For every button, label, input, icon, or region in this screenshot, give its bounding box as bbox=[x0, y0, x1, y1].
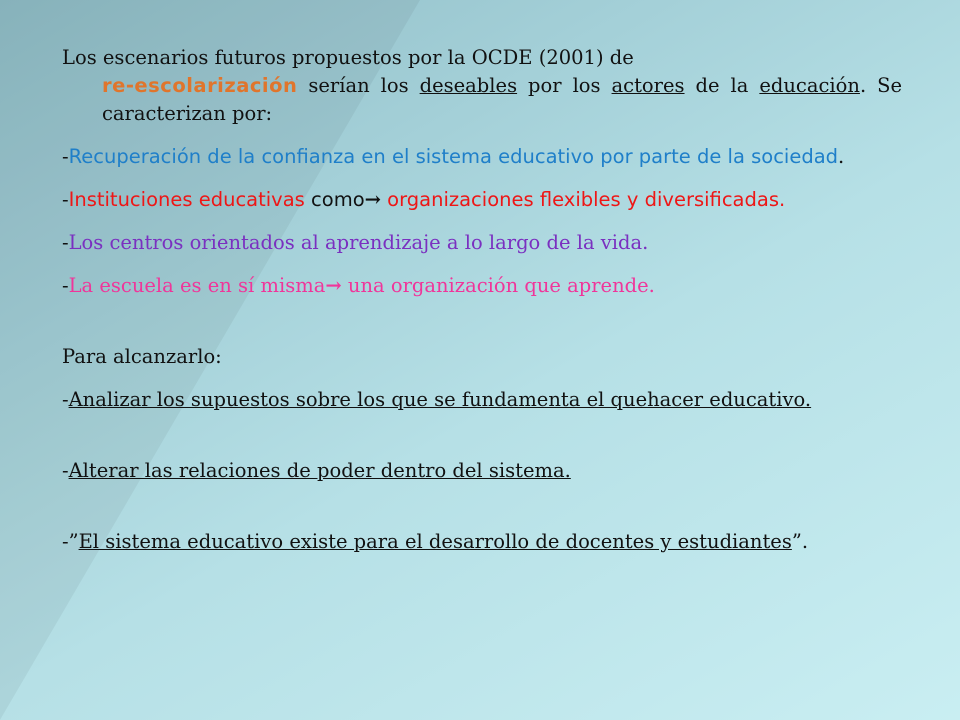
intro-paragraph: re-escolarización serían los deseables por los actores de la educación. Se caracterizan por: bbox=[102, 74, 903, 125]
action-item-2: -Alterar las relaciones de poder dentro del sistema. bbox=[62, 459, 571, 482]
word-actores: actores bbox=[611, 74, 685, 97]
section2-heading: Para alcanzarlo: bbox=[62, 345, 222, 368]
characteristic-text: Los centros orientados al aprendizaje a lo largo de la vida. bbox=[68, 231, 649, 254]
spacer bbox=[62, 429, 902, 457]
slide-body bbox=[62, 44, 902, 571]
characteristic-item-3: -Los centros orientados al aprendizaje a lo largo de la vida. bbox=[62, 231, 649, 254]
action-text: Alterar las relaciones de poder dentro del sistema. bbox=[68, 459, 571, 482]
arrow-right-icon: → bbox=[325, 274, 342, 297]
action-item-3: -”El sistema educativo existe para el desarrollo de docentes y estudiantes”. bbox=[62, 530, 809, 553]
characteristic-text: Instituciones educativas bbox=[68, 188, 305, 211]
intro-line-1: Los escenarios futuros propuestos por la OCDE (2001) de bbox=[62, 46, 634, 69]
word-educacion: educación bbox=[759, 74, 860, 97]
spacer bbox=[62, 500, 902, 528]
characteristic-item-2: -Instituciones educativas como→ organizaciones flexibles y diversificadas. bbox=[62, 188, 786, 211]
action-text: Analizar los supuestos sobre los que se fundamenta el quehacer educativo. bbox=[68, 388, 812, 411]
action-text: El sistema educativo existe para el desarrollo de docentes y estudiantes bbox=[78, 530, 792, 553]
keyword-reescolarizacion: re-escolarización bbox=[102, 74, 298, 97]
characteristic-text: La escuela es en sí misma bbox=[68, 274, 326, 297]
characteristic-text: Recuperación de la confianza en el sistema educativo por parte de la sociedad bbox=[68, 145, 839, 168]
characteristic-item-1: -Recuperación de la confianza en el sistema educativo por parte de la sociedad. bbox=[62, 145, 845, 168]
arrow-right-icon: → bbox=[364, 188, 381, 211]
spacer bbox=[62, 315, 902, 343]
characteristic-item-4: -La escuela es en sí misma→ una organización que aprende. bbox=[62, 274, 655, 297]
action-item-1: -Analizar los supuestos sobre los que se fundamenta el quehacer educativo. bbox=[62, 388, 812, 411]
word-deseables: deseables bbox=[419, 74, 518, 97]
